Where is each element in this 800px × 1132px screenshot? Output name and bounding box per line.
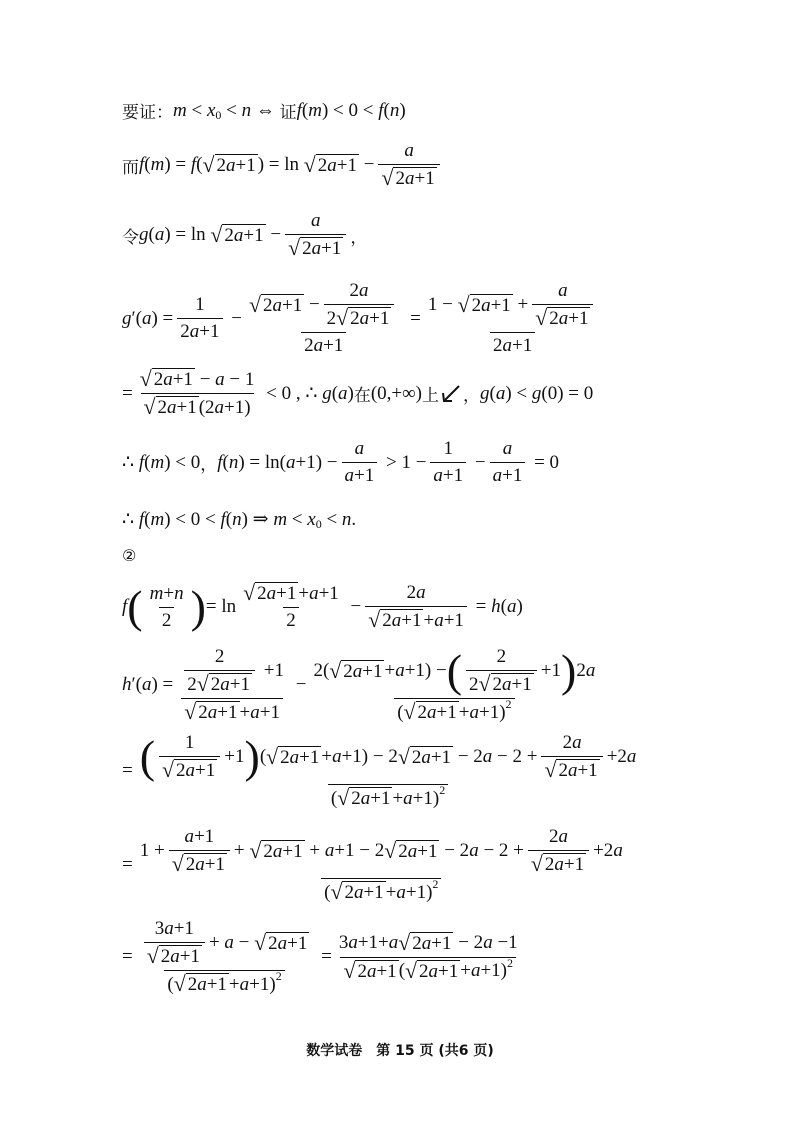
line-13: = 3 a +1 √ 2a+1 + a − √ 2a+1 ( √ 2a+1 + a +1) 2 = 3 a +1+ a √ 2a+1 − 2 a −1 √ 2a+1 ( √ 2a+1 + a +1) 2 [122,918,518,997]
line-3: 令 g ( a ) = ln √ 2a+1 − a √ 2a+1 ， [122,210,368,261]
line-8 [122,546,136,565]
line-11: = ( 1 √ 2a+1 +1 ) ( √ 2a+1 + a +1) − 2 √ 2a+1 − 2 a − 2 + 2 a √ 2a+1 +2 a ( √ 2a+1 + a +1) 2 [122,731,637,811]
line-4: g ′( a ) = 1 2 a +1 − √ 2a+1 − 2 a 2 √ 2a+1 2 a +1 = 1 − √ 2a+1 + a √ 2a+1 2 a +1 [122,280,604,357]
line-3-comma: ， [350,227,368,248]
line-3-prefix: 令 [122,227,139,248]
decrease-arrow-icon [439,384,463,404]
line-2: 而 f ( m ) = f ( √ 2a+1 ) = ln √ 2a+1 − a √ 2a+1 [122,140,444,190]
line-6-comma: ， [200,455,218,475]
line-2-prefix: 而 [122,157,139,178]
line-10: h ′( a ) = 2 2 √ 2a+1 +1 √ 2a+1 + a +1 − 2( √ 2a+1 + a +1) − ( 2 2 √ 2a+1 +1 ) 2 a ( √ 2a+1 + a +1) 2 [122,645,596,725]
line-1-then: 证 [279,103,297,123]
line-9: f ( m + n 2 ) = ln √ 2a+1 + a +1 2 − 2 a √ 2a+1 + a +1 = h ( a ) [122,581,523,633]
line-5-comma: ， [463,386,481,406]
line-6: ∴ f ( m ) < 0 ， f ( n ) = ln( a +1) − a a +1 > 1 − 1 a +1 − a a +1 = 0 [122,438,560,486]
line-1-prefix: 要证： [122,103,173,123]
line-1: 要证： m < x 0 < n ⇔ 证 f ( m ) < 0 < f ( n ) [122,99,406,123]
line-5-up: 上 [422,386,440,406]
line-5-on: 在 [353,386,371,406]
line-7: ∴ f ( m ) < 0 < f ( n ) ⇒ m < x 0 < n . [122,508,357,531]
page-footer: 数学试卷 第 15 页 (共6 页) [306,1043,494,1059]
line-12: = 1 + a +1 √ 2a+1 + √ 2a+1 + a +1 − 2 √ 2a+1 − 2 a − 2 + 2 a √ 2a+1 +2 a ( √ 2a+1 + a +1) 2 [122,826,623,905]
line-5: = √ 2a+1 − a − 1 √ 2a+1 (2 a +1) < 0 , ∴ g ( a ) 在 (0,+∞) 上 ， g ( a ) < g (0) = 0 [122,367,594,420]
part-label: ② [122,546,137,565]
